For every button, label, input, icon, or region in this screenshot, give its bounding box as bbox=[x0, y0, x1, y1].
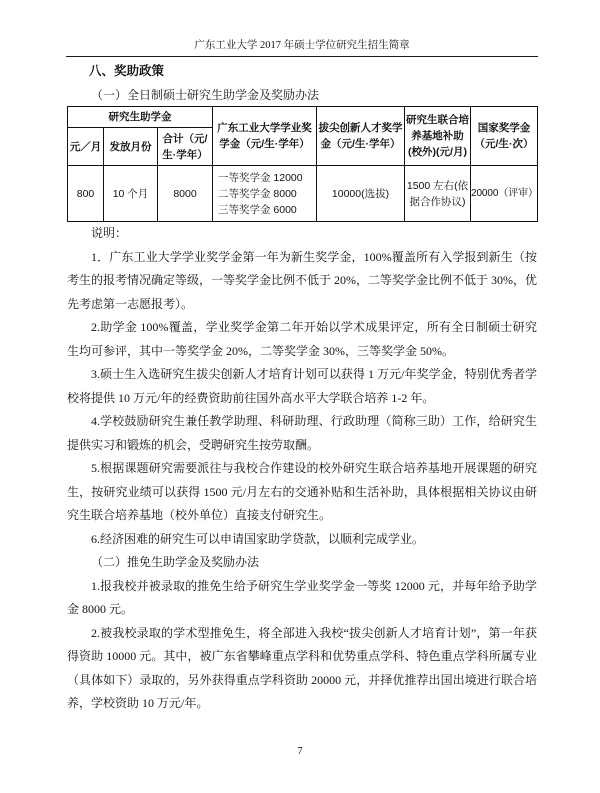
cell-grant-per-month: 800 bbox=[68, 166, 104, 222]
page-number: 7 bbox=[297, 746, 303, 757]
note-paragraph-2: 2.助学金 100%覆盖，学业奖学金第二年开始以学术成果评定，所有全日制硕士研究生均可参评，其中一等奖学金 20%，二等奖学金 30%，三等奖学金 50%。 bbox=[67, 320, 537, 358]
header-rule bbox=[66, 56, 538, 57]
note-paragraph-3: 3.硕士生入选研究生拔尖创新人才培育计划可以获得 1 万元/年奖学金，特别优秀者学校将提供 10 万元/年的经费资助前往国外高水平大学联合培养 1-2 年。 bbox=[67, 367, 537, 405]
cell-top-talent-scholarship: 10000(选拔) bbox=[317, 166, 405, 222]
running-header-title: 广东工业大学 2017 年硕士学位研究生招生简章 bbox=[194, 40, 410, 51]
header-joint-base-subsidy: 研究生联合培养基地补助(校外)(元/月) bbox=[405, 107, 471, 166]
table-data-row bbox=[68, 166, 538, 222]
header-academic-scholarship: 广东工业大学学业奖学金（元/生·学年） bbox=[213, 107, 317, 166]
running-header bbox=[67, 39, 537, 53]
note-paragraph-4: 4.学校鼓励研究生兼任教学助理、科研助理、行政助理（简称三助）工作，给研究生提供实习和锻炼的机会，受聘研究生按劳取酬。 bbox=[67, 414, 537, 452]
header-grant-months: 发放月份 bbox=[104, 128, 158, 166]
header-graduate-grant: 研究生助学金 bbox=[68, 107, 213, 128]
cell-grant-months: 10 个月 bbox=[104, 166, 158, 222]
subsection-title-full-time: （一）全日制硕士研究生助学金及奖励办法 bbox=[91, 87, 320, 102]
recommended-paragraph-2: 2.被我校录取的学术型推免生，将全部进入我校“拔尖创新人才培育计划”，第一年获得资助 10000 元。其中，被广东省攀峰重点学科和优势重点学科、特色重点学科所属专业（具体如下）录取的，另外获得重点学科资助 20000 元，并择优推荐出国出境进行联合培养，学校资助 10 万元/年。 bbox=[67, 625, 537, 710]
scholarship-table bbox=[67, 106, 538, 222]
note-paragraph-6: 6.经济困难的研究生可以申请国家助学贷款，以顺利完成学业。 bbox=[91, 531, 425, 546]
academic-scholarship-second-class: 二等奖学金 8000 bbox=[218, 187, 297, 200]
cell-academic-scholarship bbox=[213, 166, 317, 222]
subsection-title-recommended: （二）推免生助学金及奖励办法 bbox=[91, 555, 260, 569]
note-paragraph-1: 1．广东工业大学学业奖学金第一年为新生奖学金，100%覆盖所有入学报到新生（按考生的报考情况确定等级，一等奖学金比例不低于 20%，二等奖学金比例不低于 30%，优先考虑第一志愿报考）。 bbox=[67, 249, 537, 311]
cell-grant-total: 8000 bbox=[158, 166, 213, 222]
section-title: 八、奖助政策 bbox=[89, 64, 165, 78]
cell-national-scholarship: 20000（评审） bbox=[471, 166, 538, 222]
academic-scholarship-first-class: 一等奖学金 12000 bbox=[218, 171, 303, 184]
page-content bbox=[67, 60, 537, 716]
header-national-scholarship: 国家奖学金（元/生·次） bbox=[471, 107, 538, 166]
notes-label: 说明： bbox=[91, 226, 128, 240]
header-grant-per-month: 元／月 bbox=[68, 128, 104, 166]
cell-joint-base-subsidy: 1500 左右(依据合作协议) bbox=[405, 166, 471, 222]
recommended-paragraph-1: 1.报我校并被录取的推免生给予研究生学业奖学金一等奖 12000 元，并每年给予助学金 8000 元。 bbox=[67, 578, 537, 616]
academic-scholarship-third-class: 三等奖学金 6000 bbox=[218, 203, 297, 216]
header-top-talent-scholarship: 拔尖创新人才奖学金（元/生·学年） bbox=[317, 107, 405, 166]
table-header-row bbox=[68, 107, 538, 128]
note-paragraph-5: 5.根据课题研究需要派往与我校合作建设的校外研究生联合培养基地开展课题的研究生，按研究业绩可以获得 1500 元/月左右的交通补贴和生活补助，具体根据相关协议由研究生联合培养基地（校外单位）直接支付研究生。 bbox=[67, 461, 537, 522]
header-grant-total: 合计（元/生·学年） bbox=[158, 128, 213, 166]
